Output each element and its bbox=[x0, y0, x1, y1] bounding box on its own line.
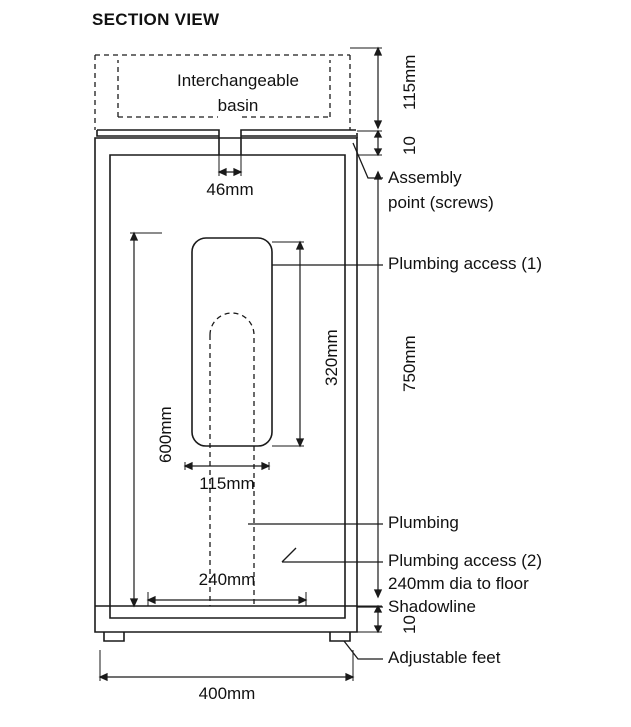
callout-shadowline: Shadowline bbox=[388, 597, 476, 616]
dimension-400: 400mm bbox=[198, 684, 256, 703]
dimension-10-bottom: 10 bbox=[400, 615, 419, 634]
callout-adjustable-feet: Adjustable feet bbox=[388, 648, 501, 667]
callout-plumbing-access-2: Plumbing access (2) bbox=[388, 551, 543, 570]
dimension-240: 240mm bbox=[198, 570, 256, 589]
dimension-10-top: 10 bbox=[400, 136, 419, 155]
callout-plumbing: Plumbing bbox=[388, 513, 459, 532]
callout-interchangeable-basin: Interchangeable basin bbox=[177, 71, 299, 115]
plumbing-access-1-shape bbox=[192, 238, 272, 446]
dimension-320: 320mm bbox=[322, 329, 341, 386]
dimension-750: 750mm bbox=[400, 335, 419, 392]
plumbing-pipe bbox=[210, 313, 254, 606]
dimension-600: 600mm bbox=[156, 406, 175, 463]
callout-assembly-point: Assembly point (screws) bbox=[388, 168, 494, 212]
callout-plumbing-access-1: Plumbing access (1) bbox=[388, 254, 543, 273]
dimension-46: 46mm bbox=[206, 180, 254, 199]
page-title: SECTION VIEW bbox=[92, 10, 220, 29]
callout-plumbing-access-2-note: 240mm dia to floor bbox=[388, 574, 529, 593]
dimension-115-top: 115mm bbox=[400, 54, 419, 110]
dimension-115-bottom: 115mm bbox=[199, 474, 255, 493]
